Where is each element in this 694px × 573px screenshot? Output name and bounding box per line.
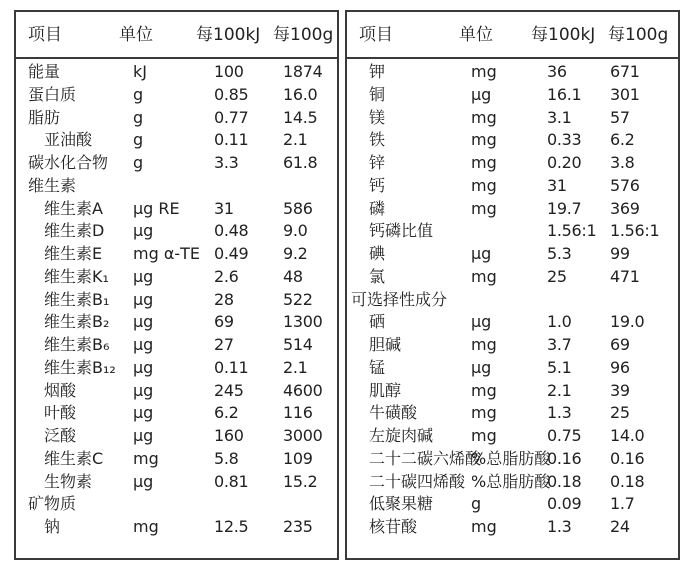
value-per-100g: 522 bbox=[283, 289, 313, 309]
nutrient-name: 镁 bbox=[369, 107, 386, 127]
table-row bbox=[16, 221, 337, 243]
table-row bbox=[347, 62, 678, 84]
nutrient-unit: mg bbox=[471, 426, 497, 445]
nutrient-name: 肌醇 bbox=[369, 380, 402, 400]
value-per-100g: 69 bbox=[610, 335, 630, 354]
nutrient-name: 铜 bbox=[369, 84, 386, 104]
table-row bbox=[16, 358, 337, 380]
nutrient-name: 叶酸 bbox=[44, 403, 77, 423]
nutrient-unit: μg bbox=[133, 426, 154, 445]
table-row bbox=[347, 335, 678, 357]
value-per-100g: 9.0 bbox=[283, 221, 308, 241]
nutrient-name: 维生素B₁ bbox=[44, 289, 110, 309]
nutrient-name: 维生素B₆ bbox=[44, 335, 110, 354]
value-per-100kj: 1.56:1 bbox=[547, 221, 597, 241]
value-per-100g: 16.0 bbox=[283, 84, 318, 104]
value-per-100g: 1874 bbox=[283, 62, 323, 81]
value-per-100kj: 5.1 bbox=[547, 357, 572, 377]
nutrient-unit: mg bbox=[471, 175, 497, 195]
nutrient-name: 磷 bbox=[369, 198, 386, 218]
value-per-100kj: 69 bbox=[214, 312, 234, 332]
nutrient-unit: μg RE bbox=[133, 198, 180, 218]
value-per-100g: 1300 bbox=[283, 312, 323, 332]
value-per-100kj: 0.77 bbox=[214, 107, 249, 127]
nutrient-name: 胆碱 bbox=[369, 335, 402, 354]
nutrient-name: 蛋白质 bbox=[28, 84, 77, 104]
value-per-100kj: 0.48 bbox=[214, 221, 249, 241]
nutrient-name: 维生素E bbox=[44, 244, 103, 263]
nutrient-name: 锌 bbox=[369, 153, 386, 172]
nutrient-name: 铁 bbox=[369, 130, 386, 150]
value-per-100kj: 28 bbox=[214, 289, 234, 309]
table-row bbox=[16, 267, 337, 289]
table-row bbox=[16, 517, 337, 539]
value-per-100g: 576 bbox=[610, 175, 640, 195]
table-row bbox=[16, 130, 337, 152]
value-per-100g: 57 bbox=[610, 107, 630, 127]
nutrient-name: 左旋肉碱 bbox=[369, 426, 434, 445]
nutrient-unit: μg bbox=[133, 289, 154, 309]
table-row bbox=[347, 221, 678, 243]
value-per-100g: 25 bbox=[610, 403, 630, 423]
value-per-100g: 3.8 bbox=[610, 153, 635, 172]
value-per-100kj: 16.1 bbox=[547, 84, 582, 104]
value-per-100kj: 36 bbox=[547, 62, 567, 81]
nutrient-name: 碘 bbox=[369, 244, 386, 263]
table-row bbox=[347, 449, 678, 471]
nutrient-unit: mg α-TE bbox=[133, 244, 201, 263]
value-per-100kj: 0.09 bbox=[547, 494, 582, 514]
nutrient-name: 能量 bbox=[28, 62, 61, 81]
nutrient-name: 烟酸 bbox=[44, 380, 77, 400]
value-per-100g: 109 bbox=[283, 448, 313, 468]
table-row bbox=[347, 176, 678, 198]
value-per-100g: 61.8 bbox=[283, 153, 318, 172]
nutrient-name: 核苷酸 bbox=[369, 517, 418, 536]
table-row bbox=[347, 312, 678, 334]
nutrient-name: 钙 bbox=[369, 175, 386, 195]
right-nutrition-table bbox=[345, 10, 680, 560]
table-row bbox=[347, 290, 678, 312]
nutrient-unit: g bbox=[133, 84, 144, 104]
table-row bbox=[16, 62, 337, 84]
value-per-100kj: 0.16 bbox=[547, 448, 582, 468]
nutrient-name: 维生素B₁₂ bbox=[44, 357, 116, 377]
value-per-100g: 301 bbox=[610, 84, 640, 104]
table-header bbox=[16, 12, 337, 59]
nutrient-unit: μg bbox=[133, 403, 154, 423]
value-per-100kj: 2.6 bbox=[214, 266, 239, 286]
table-row bbox=[16, 426, 337, 448]
table-row bbox=[347, 267, 678, 289]
value-per-100kj: 0.11 bbox=[214, 130, 249, 150]
value-per-100g: 9.2 bbox=[283, 244, 308, 263]
nutrient-name: 生物素 bbox=[44, 471, 93, 491]
value-per-100kj: 0.85 bbox=[214, 84, 249, 104]
nutrient-unit: mg bbox=[471, 130, 497, 150]
nutrient-unit: μg bbox=[133, 266, 154, 286]
value-per-100g: 96 bbox=[610, 357, 630, 377]
value-per-100g: 0.16 bbox=[610, 448, 645, 468]
value-per-100g: 2.1 bbox=[283, 357, 308, 377]
table-row bbox=[347, 517, 678, 539]
nutrient-name: 碳水化合物 bbox=[28, 153, 109, 172]
value-per-100kj: 0.75 bbox=[547, 426, 582, 445]
table-row bbox=[16, 449, 337, 471]
value-per-100kj: 3.1 bbox=[547, 107, 572, 127]
value-per-100g: 99 bbox=[610, 244, 630, 263]
table-row bbox=[347, 472, 678, 494]
table-row bbox=[347, 153, 678, 175]
value-per-100g: 0.18 bbox=[610, 471, 645, 491]
value-per-100g: 48 bbox=[283, 266, 303, 286]
nutrient-unit: %总脂肪酸 bbox=[471, 471, 551, 491]
nutrient-name: 维生素C bbox=[44, 448, 104, 468]
value-per-100g: 116 bbox=[283, 403, 313, 423]
nutrient-unit: mg bbox=[471, 266, 497, 286]
nutrient-name: 矿物质 bbox=[28, 494, 77, 514]
nutrient-unit: μg bbox=[133, 380, 154, 400]
table-row bbox=[16, 244, 337, 266]
nutrient-unit: μg bbox=[471, 84, 492, 104]
nutrient-name: 脂肪 bbox=[28, 107, 61, 127]
value-per-100g: 471 bbox=[610, 266, 640, 286]
nutrient-unit: kJ bbox=[133, 62, 147, 81]
nutrient-name: 维生素B₂ bbox=[44, 312, 110, 332]
table-row bbox=[16, 108, 337, 130]
table-row bbox=[16, 403, 337, 425]
table-row bbox=[347, 358, 678, 380]
table-row bbox=[347, 199, 678, 221]
value-per-100kj: 27 bbox=[214, 335, 234, 354]
value-per-100g: 19.0 bbox=[610, 312, 645, 332]
header-per-100g: 每100g bbox=[273, 25, 334, 45]
nutrient-unit: mg bbox=[471, 107, 497, 127]
header-item: 项目 bbox=[28, 25, 62, 45]
value-per-100kj: 1.3 bbox=[547, 517, 572, 536]
value-per-100kj: 25 bbox=[547, 266, 567, 286]
value-per-100g: 39 bbox=[610, 380, 630, 400]
value-per-100g: 2.1 bbox=[283, 130, 308, 150]
value-per-100kj: 0.81 bbox=[214, 471, 249, 491]
value-per-100g: 586 bbox=[283, 198, 313, 218]
header-unit: 单位 bbox=[119, 25, 153, 45]
nutrient-unit: mg bbox=[471, 403, 497, 423]
table-row bbox=[16, 381, 337, 403]
nutrient-unit: g bbox=[133, 153, 144, 172]
nutrient-unit: μg bbox=[471, 244, 492, 263]
table-header bbox=[347, 12, 678, 59]
value-per-100kj: 100 bbox=[214, 62, 244, 81]
table-row bbox=[16, 312, 337, 334]
value-per-100g: 14.5 bbox=[283, 107, 318, 127]
nutrient-name: 钠 bbox=[44, 517, 61, 536]
nutrient-name: 二十二碳六烯酸 bbox=[369, 448, 482, 468]
nutrient-unit: μg bbox=[133, 357, 154, 377]
table-row bbox=[347, 130, 678, 152]
table-row bbox=[347, 381, 678, 403]
value-per-100kj: 1.3 bbox=[547, 403, 572, 423]
value-per-100g: 1.56:1 bbox=[610, 221, 660, 241]
nutrient-unit: g bbox=[133, 130, 144, 150]
value-per-100g: 369 bbox=[610, 198, 640, 218]
value-per-100g: 514 bbox=[283, 335, 313, 354]
value-per-100g: 4600 bbox=[283, 380, 323, 400]
header-per-100kj: 每100kJ bbox=[531, 25, 596, 45]
nutrient-unit: μg bbox=[133, 221, 154, 241]
nutrient-name: 钾 bbox=[369, 62, 386, 81]
nutrient-unit: mg bbox=[133, 517, 159, 536]
table-row bbox=[16, 335, 337, 357]
nutrient-name: 维生素A bbox=[44, 198, 103, 218]
nutrient-unit: μg bbox=[133, 312, 154, 332]
nutrient-name: 泛酸 bbox=[44, 426, 77, 445]
value-per-100kj: 12.5 bbox=[214, 517, 249, 536]
value-per-100kj: 245 bbox=[214, 380, 244, 400]
value-per-100kj: 0.49 bbox=[214, 244, 249, 263]
nutrient-unit: μg bbox=[471, 312, 492, 332]
nutrient-unit: μg bbox=[133, 471, 154, 491]
nutrient-name: 维生素 bbox=[28, 175, 77, 195]
nutrient-name: 二十碳四烯酸 bbox=[369, 471, 466, 491]
value-per-100g: 14.0 bbox=[610, 426, 645, 445]
nutrient-unit: g bbox=[133, 107, 144, 127]
table-row bbox=[16, 153, 337, 175]
nutrient-unit: mg bbox=[471, 153, 497, 172]
nutrient-name: 维生素D bbox=[44, 221, 105, 241]
nutrient-unit: %总脂肪酸 bbox=[471, 448, 551, 468]
nutrient-name: 钙磷比值 bbox=[369, 221, 434, 241]
value-per-100kj: 3.3 bbox=[214, 153, 239, 172]
table-row bbox=[347, 85, 678, 107]
value-per-100g: 1.7 bbox=[610, 494, 635, 514]
nutrient-name: 牛磺酸 bbox=[369, 403, 418, 423]
value-per-100kj: 19.7 bbox=[547, 198, 582, 218]
value-per-100kj: 3.7 bbox=[547, 335, 572, 354]
value-per-100kj: 160 bbox=[214, 426, 244, 445]
nutrient-unit: mg bbox=[471, 380, 497, 400]
table-row bbox=[347, 403, 678, 425]
value-per-100kj: 2.1 bbox=[547, 380, 572, 400]
value-per-100g: 15.2 bbox=[283, 471, 318, 491]
value-per-100g: 671 bbox=[610, 62, 640, 81]
table-row bbox=[16, 176, 337, 198]
table-row bbox=[16, 472, 337, 494]
nutrient-unit: mg bbox=[471, 198, 497, 218]
header-unit: 单位 bbox=[459, 25, 493, 45]
value-per-100kj: 5.8 bbox=[214, 448, 239, 468]
value-per-100g: 235 bbox=[283, 517, 313, 536]
nutrient-unit: mg bbox=[471, 517, 497, 536]
table-row bbox=[347, 244, 678, 266]
value-per-100kj: 0.33 bbox=[547, 130, 582, 150]
value-per-100kj: 5.3 bbox=[547, 244, 572, 263]
nutrient-name: 硒 bbox=[369, 312, 386, 332]
table-row bbox=[347, 108, 678, 130]
nutrient-unit: mg bbox=[471, 62, 497, 81]
nutrient-name: 维生素K₁ bbox=[44, 266, 109, 286]
nutrient-name: 亚油酸 bbox=[44, 130, 93, 150]
table-row bbox=[347, 494, 678, 516]
nutrient-name: 氯 bbox=[369, 266, 386, 286]
value-per-100kj: 0.20 bbox=[547, 153, 582, 172]
nutrient-name: 可选择性成分 bbox=[351, 289, 448, 309]
nutrient-unit: g bbox=[471, 494, 482, 514]
table-row bbox=[16, 290, 337, 312]
nutrient-unit: mg bbox=[471, 335, 497, 354]
table-row bbox=[16, 199, 337, 221]
table-row bbox=[347, 426, 678, 448]
value-per-100g: 6.2 bbox=[610, 130, 635, 150]
nutrient-unit: μg bbox=[133, 335, 154, 354]
header-per-100kj: 每100kJ bbox=[196, 25, 261, 45]
table-row bbox=[16, 85, 337, 107]
value-per-100kj: 31 bbox=[547, 175, 567, 195]
header-item: 项目 bbox=[359, 25, 393, 45]
value-per-100kj: 6.2 bbox=[214, 403, 239, 423]
nutrient-name: 低聚果糖 bbox=[369, 494, 434, 514]
value-per-100kj: 0.11 bbox=[214, 357, 249, 377]
value-per-100g: 3000 bbox=[283, 426, 323, 445]
left-nutrition-table bbox=[14, 10, 339, 560]
table-row bbox=[16, 494, 337, 516]
nutrient-unit: μg bbox=[471, 357, 492, 377]
nutrient-name: 锰 bbox=[369, 357, 386, 377]
header-per-100g: 每100g bbox=[608, 25, 669, 45]
value-per-100kj: 0.18 bbox=[547, 471, 582, 491]
nutrient-unit: mg bbox=[133, 448, 159, 468]
value-per-100kj: 1.0 bbox=[547, 312, 572, 332]
value-per-100kj: 31 bbox=[214, 198, 234, 218]
value-per-100g: 24 bbox=[610, 517, 630, 536]
